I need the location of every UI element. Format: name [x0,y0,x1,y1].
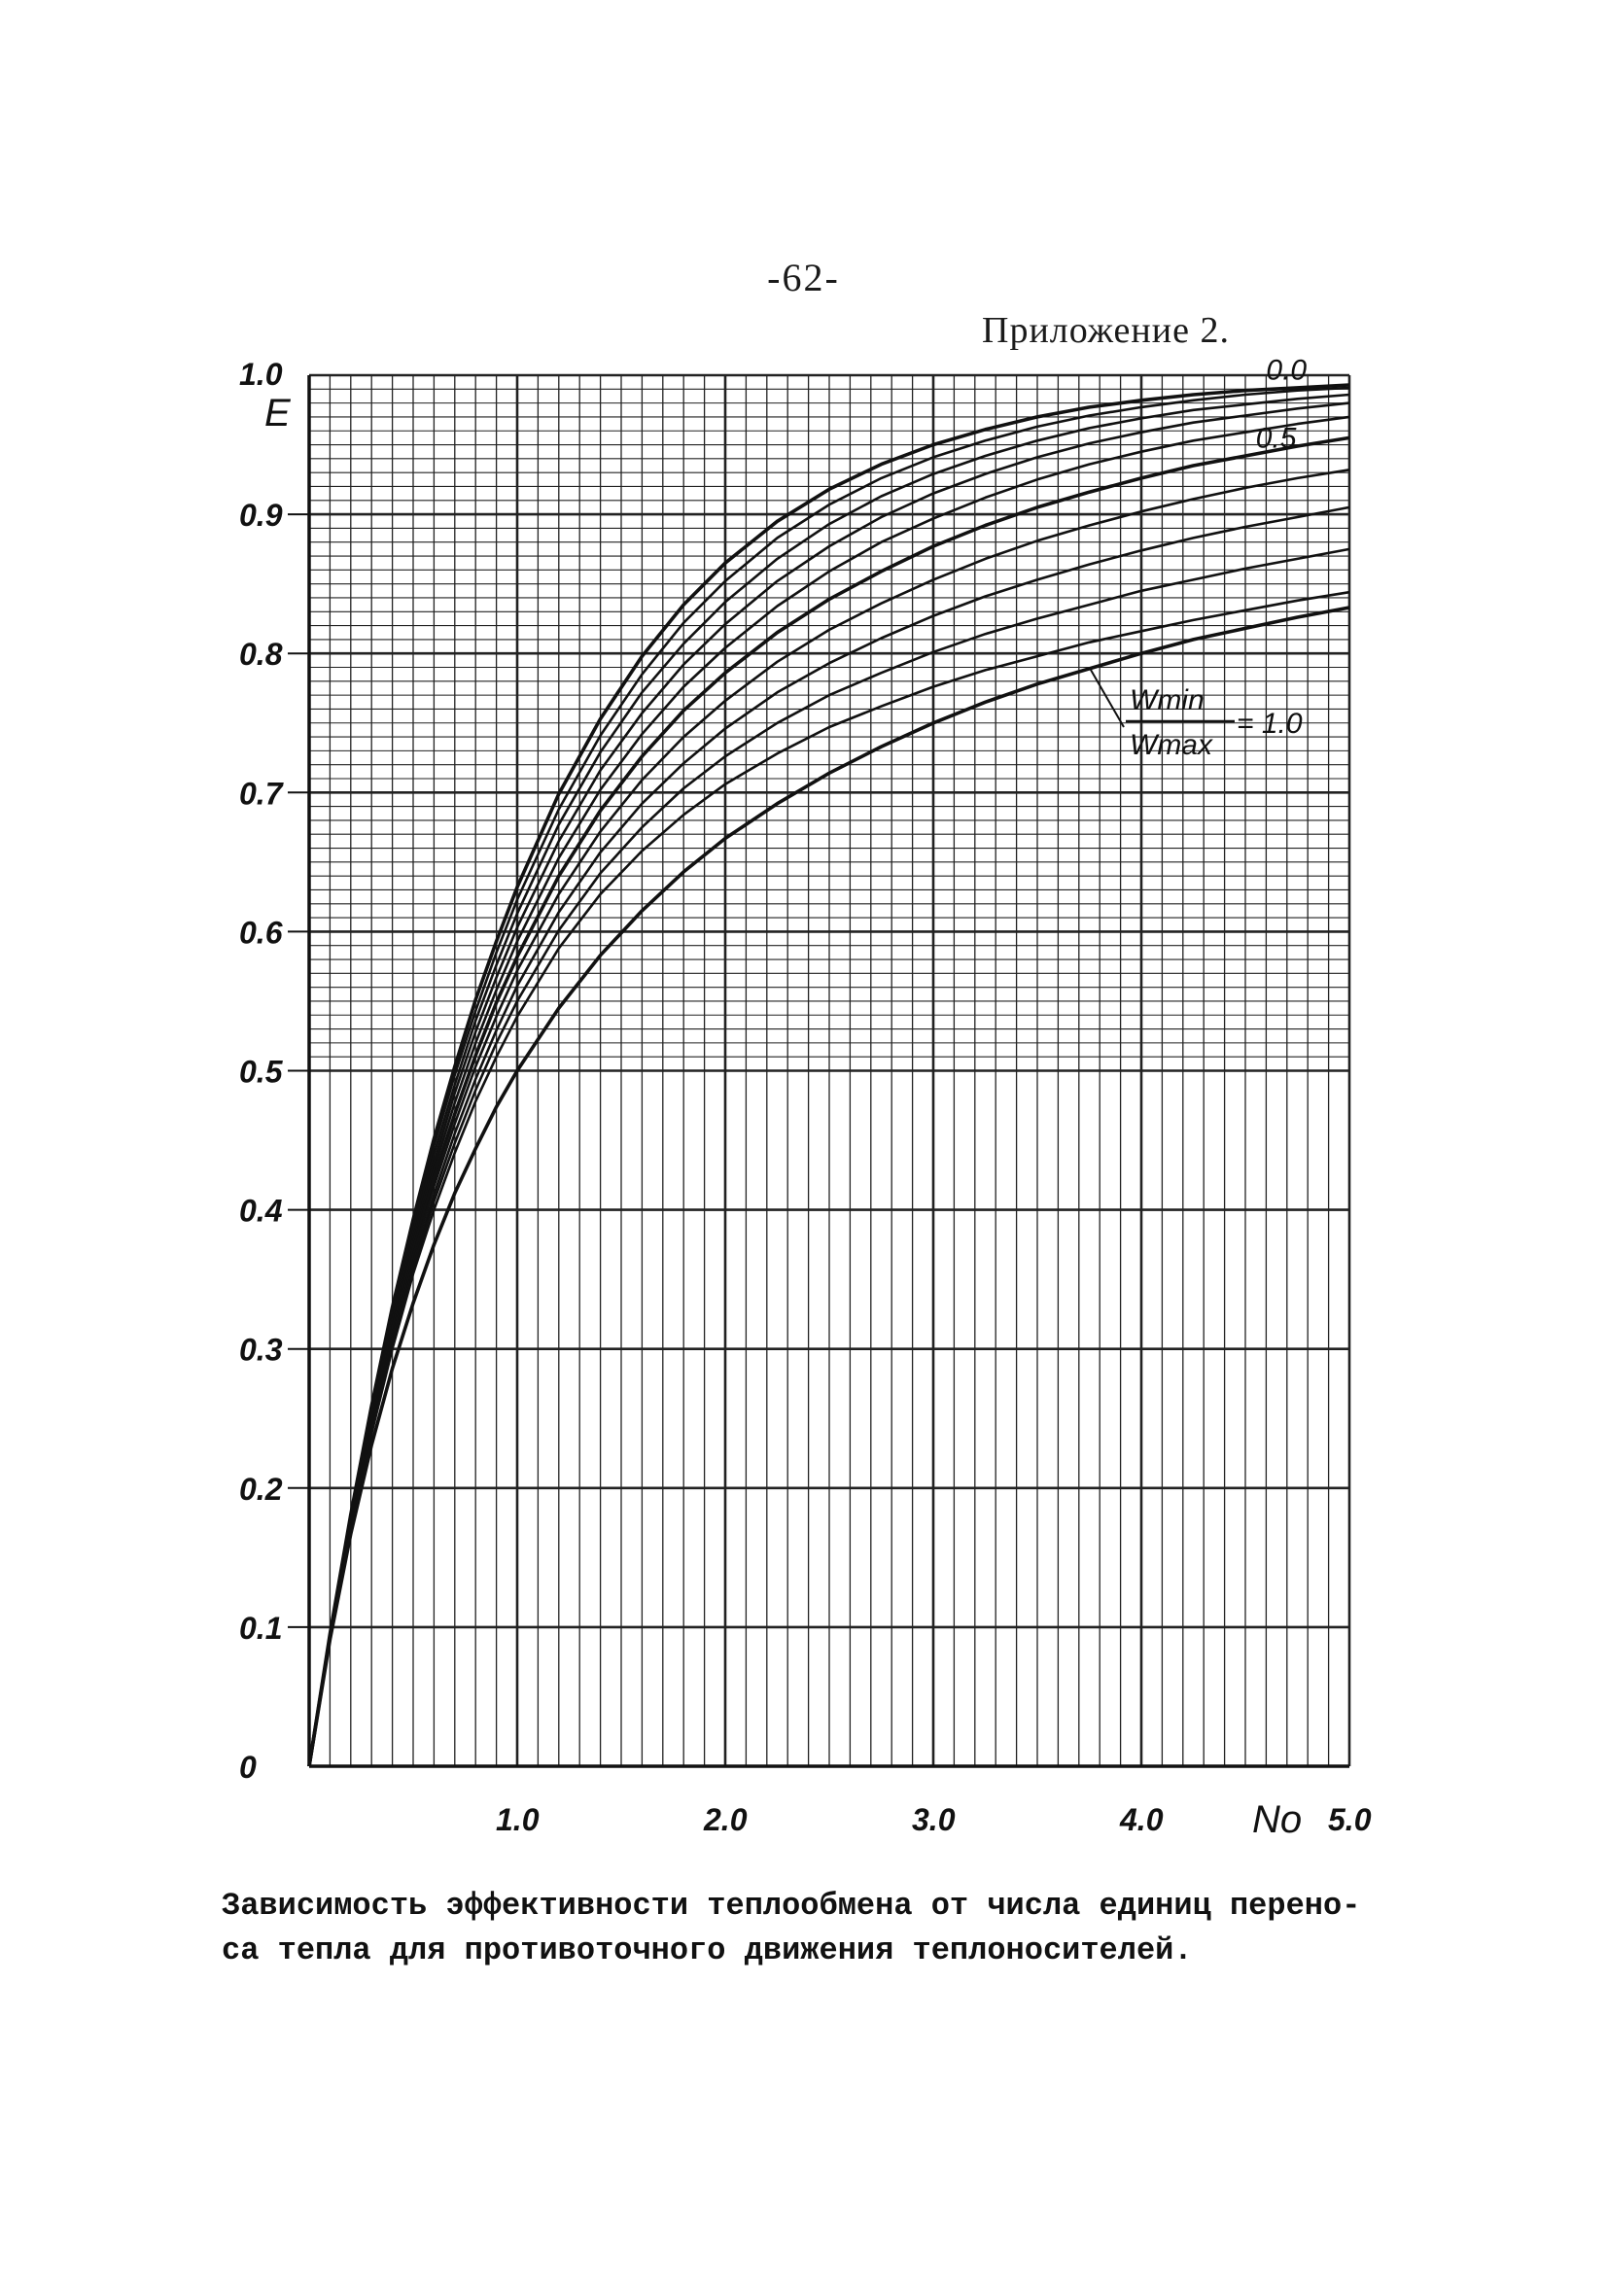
ratio-numerator: Wmin [1130,684,1205,716]
y-tick-label: 0.1 [239,1610,283,1646]
y-tick-label: 0.8 [239,637,283,673]
x-tick-label: 5.0 [1328,1802,1372,1837]
x-tick-label: 3.0 [912,1802,956,1837]
y-tick-label: 0.6 [239,915,283,951]
y-tick-label: 0 [239,1750,257,1785]
page-number: -62- [767,256,840,299]
y-axis-title: E [264,392,291,435]
x-tick-label: 1.0 [496,1802,540,1837]
y-tick-label: 0.9 [239,498,283,534]
curve-label-0-0: 0.0 [1266,354,1308,387]
y-tick-label: 0.3 [239,1332,283,1368]
y-tick-label: 0.7 [239,776,283,812]
caption-line-1: Зависимость эффективности теплообмена от числа единиц перено- [222,1888,1361,1924]
y-tick-label: 0.2 [239,1471,283,1507]
caption-line-2: са тепла для противоточного движения теплоносителей. [222,1932,1193,1968]
x-axis-title: No [1252,1798,1303,1841]
curve-label-0-5: 0.5 [1255,422,1297,455]
chart-labels [239,354,1307,1841]
appendix-label: Приложение 2. [982,310,1230,351]
x-tick-label: 2.0 [704,1802,748,1837]
y-tick-label: 0.4 [239,1193,283,1229]
figure-caption [222,1884,1417,1973]
y-tick-label: 0.5 [239,1054,283,1090]
ratio-leader-line [1090,668,1125,727]
x-tick-label: 4.0 [1120,1802,1164,1837]
y-tick-1-0: 1.0 [239,357,283,392]
ratio-value: = 1.0 [1237,708,1303,740]
ratio-denominator: Wmax [1130,729,1212,761]
chart-axes [239,375,1372,1837]
